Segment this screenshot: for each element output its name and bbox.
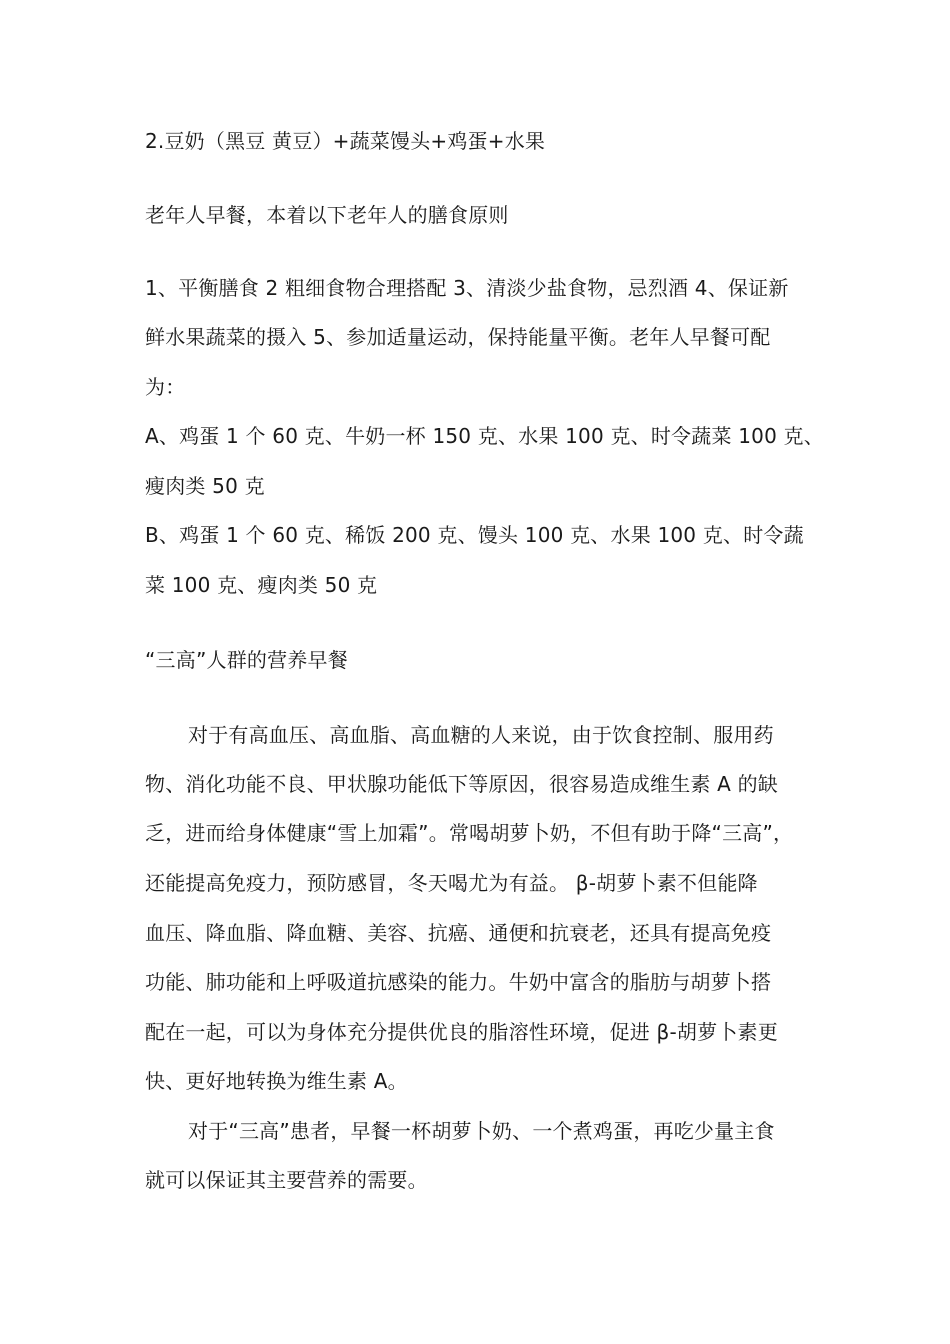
text-line: A、鸡蛋 1 个 60 克、牛奶一杯 150 克、水果 100 克、时令蔬菜 100 克、 bbox=[145, 424, 824, 448]
text-line: B、鸡蛋 1 个 60 克、稀饭 200 克、馒头 100 克、水果 100 克、时令蔬 bbox=[145, 523, 804, 547]
text-line: 还能提高免疫力，预防感冒，冬天喝尤为有益。 β-胡萝卜素不但能降 bbox=[145, 871, 758, 895]
text-line: 为： bbox=[145, 375, 186, 399]
text-line: 对于有高血压、高血脂、高血糖的人来说，由于饮食控制、服用药 bbox=[188, 723, 774, 747]
text-line: 乏，进而给身体健康“雪上加霜”。常喝胡萝卜奶，不但有助于降“三高”， bbox=[145, 821, 794, 845]
text-line: 瘦肉类 50 克 bbox=[145, 474, 265, 498]
text-line: 物、消化功能不良、甲状腺功能低下等原因，很容易造成维生素 A 的缺 bbox=[145, 772, 778, 796]
text-line: 配在一起，可以为身体充分提供优良的脂溶性环境，促进 β-胡萝卜素更 bbox=[145, 1020, 778, 1044]
section-heading: “三高”人群的营养早餐 bbox=[145, 648, 348, 672]
text-line: 就可以保证其主要营养的需要。 bbox=[145, 1168, 428, 1192]
text-line: 血压、降血脂、降血糖、美容、抗癌、通便和抗衰老，还具有提高免疫 bbox=[145, 921, 772, 945]
text-line: 菜 100 克、瘦肉类 50 克 bbox=[145, 573, 378, 597]
text-line: 鲜水果蔬菜的摄入 5、参加适量运动，保持能量平衡。老年人早餐可配 bbox=[145, 325, 771, 349]
text-line: 快、更好地转换为维生素 A。 bbox=[145, 1069, 408, 1093]
text-line: 老年人早餐，本着以下老年人的膳食原则 bbox=[145, 203, 509, 227]
text-line: 2.豆奶（黑豆 黄豆）+蔬菜馒头+鸡蛋+水果 bbox=[145, 129, 546, 153]
text-line: 对于“三高”患者，早餐一杯胡萝卜奶、一个煮鸡蛋，再吃少量主食 bbox=[188, 1119, 775, 1143]
text-line: 1、平衡膳食 2 粗细食物合理搭配 3、清淡少盐食物，忌烈酒 4、保证新 bbox=[145, 276, 789, 300]
text-line: 功能、肺功能和上呼吸道抗感染的能力。牛奶中富含的脂肪与胡萝卜搭 bbox=[145, 970, 772, 994]
